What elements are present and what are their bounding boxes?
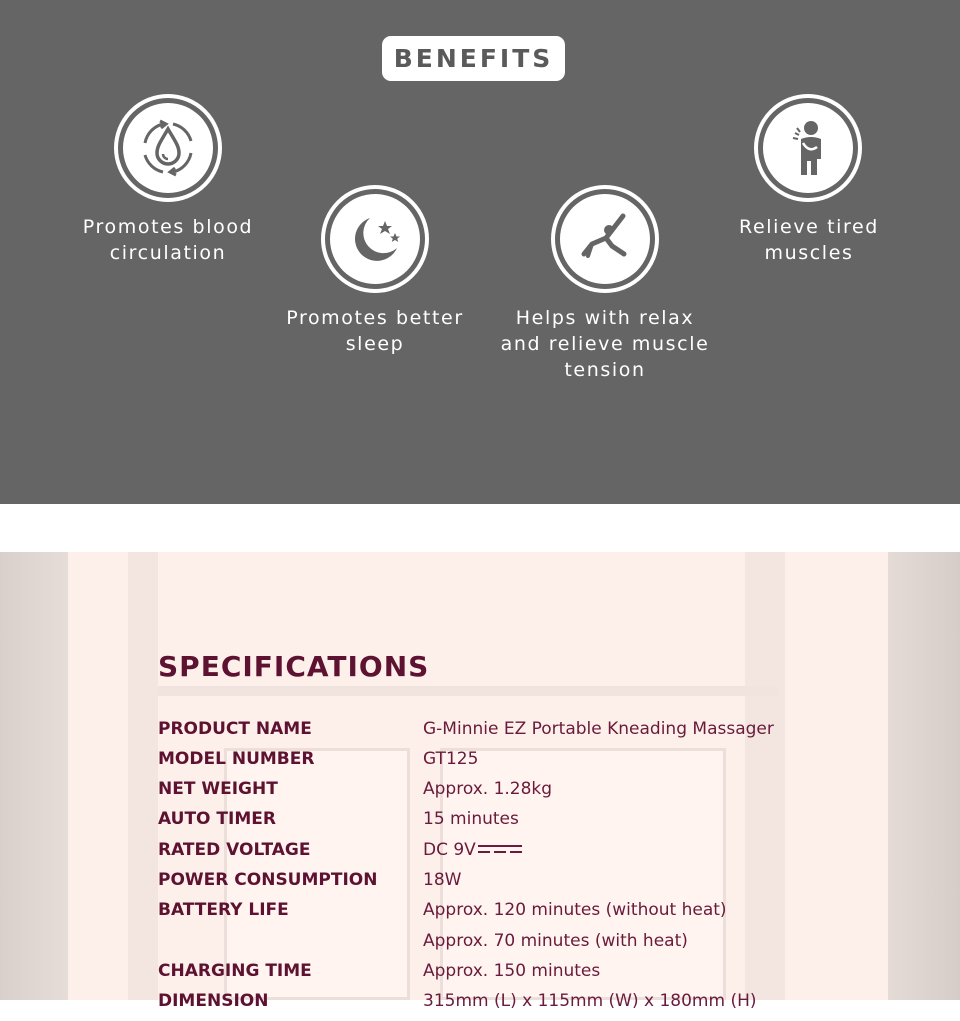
- window-frame-middle: [158, 686, 778, 696]
- spec-row: [158, 840, 878, 870]
- spec-key: PRODUCT NAME: [158, 719, 312, 739]
- spec-row: [158, 900, 878, 930]
- spec-key: MODEL NUMBER: [158, 749, 315, 769]
- background-wall-left: [0, 552, 68, 1000]
- spec-row: [158, 931, 878, 961]
- spec-key: BATTERY LIFE: [158, 900, 289, 920]
- spec-value: Approx. 70 minutes (with heat): [423, 931, 688, 951]
- spec-key: AUTO TIMER: [158, 809, 276, 829]
- spec-row: [158, 749, 878, 779]
- spec-row: [158, 779, 878, 809]
- benefit-label-better-sleep: Promotes better sleep: [286, 307, 464, 355]
- spec-value: GT125: [423, 749, 479, 769]
- spec-value: 15 minutes: [423, 809, 519, 829]
- blood-drop-cycle-icon: [114, 94, 222, 202]
- spec-value-voltage: [423, 840, 522, 860]
- benefit-label-relax-tension: Helps with relax and relieve muscle tension: [500, 307, 710, 381]
- specifications-title: SPECIFICATIONS: [158, 650, 430, 683]
- spec-value: G-Minnie EZ Portable Kneading Massager: [423, 719, 774, 739]
- window-frame-left: [128, 552, 158, 1000]
- spec-key: DIMENSION: [158, 991, 269, 1011]
- spec-row: [158, 991, 878, 1021]
- spec-value: Approx. 150 minutes: [423, 961, 601, 981]
- benefit-label-tired-muscles: Relieve tired muscles: [739, 216, 879, 264]
- specifications-section: [0, 552, 960, 1011]
- spec-row: [158, 719, 878, 749]
- benefits-section: [0, 0, 960, 504]
- benefit-label-blood-circulation: Promotes blood circulation: [82, 216, 254, 264]
- spec-value: 18W: [423, 870, 462, 890]
- spec-value: Approx. 120 minutes (without heat): [423, 900, 727, 920]
- voltage-text: DC 9V: [423, 840, 476, 860]
- moon-stars-icon: [321, 185, 429, 293]
- sore-shoulder-person-icon: [754, 94, 862, 202]
- spec-key: CHARGING TIME: [158, 961, 312, 981]
- spec-key: RATED VOLTAGE: [158, 840, 311, 860]
- benefits-heading: BENEFITS: [382, 36, 565, 81]
- background-wall-right: [888, 552, 960, 1000]
- yoga-stretch-icon: [551, 185, 659, 293]
- spec-row: [158, 870, 878, 900]
- spec-value: 315mm (L) x 115mm (W) x 180mm (H): [423, 991, 757, 1011]
- spec-key: NET WEIGHT: [158, 779, 278, 799]
- spec-key: POWER CONSUMPTION: [158, 870, 378, 890]
- spec-value: Approx. 1.28kg: [423, 779, 553, 799]
- spec-row: [158, 809, 878, 839]
- dc-symbol-icon: [478, 844, 522, 856]
- spec-row: [158, 961, 878, 991]
